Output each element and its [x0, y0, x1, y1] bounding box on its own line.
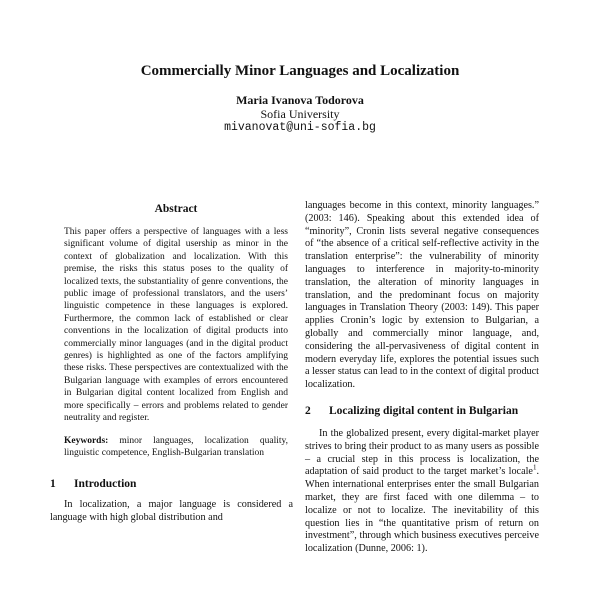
section-2-heading: [305, 404, 539, 418]
intro-paragraph: In localization, a major language is considered a language with high global distribution and: [50, 499, 293, 524]
author-affiliation: Sofia University: [260, 107, 340, 121]
section-2-text-a: In the globalized present, every digital-market player strives to bring their product to as many users as possible – a crucial step in this process is localization, the adaptation of said product to the target market’s locale: [305, 427, 539, 478]
author-name: Maria Ivanova Todorova: [236, 93, 364, 107]
author-email: mivanovat@uni-sofia.bg: [224, 121, 376, 134]
paper-title: Commercially Minor Languages and Localization: [140, 63, 460, 79]
left-column: [50, 200, 293, 525]
section-2-title: Localizing digital content in Bulgarian: [329, 404, 519, 417]
continued-paragraph: languages become in this context, minority languages.” (2003: 146). Speaking about this extended idea of “minority”, Cronin lists several negative consequences of “the absence of a critical self-reflective activity in the translation enterprise”: the vulnerability of minority languages to interference in majority-to-minority translation, the alteration of minority languages in translation, and the predominant focus on majority languages in Translation Theory (2003: 149). This paper applies Cronin’s logic by extension to Bulgarian, a globally and commercially minor language, and, considering the all-pervasiveness of digital content in modern everyday life, explores the potential issues such a lesser status can lead to in the context of digital product localization.: [305, 200, 539, 391]
section-2-paragraph: [305, 428, 539, 556]
keywords-text: minor languages, localization quality, linguistic competence, English-Bulgarian translation: [64, 435, 288, 458]
keywords-label: Keywords:: [64, 435, 109, 446]
section-2-text-b: . When international enterprises enter the small Bulgarian market, they are first faced with one dilemma – to localize or not to localize. The inevitability of this question lies in “the quantitative prism of return on investment”, through which business executives perceive localization (Dunne, 2006: 1).: [305, 466, 539, 555]
section-1-number: 1: [50, 478, 56, 491]
abstract-text: This paper offers a perspective of languages with a less significant volume of digital usership as minor in the context of globalization and localization. With this premise, the risks this status poses to the quality of localized texts, the substantiality of genre conventions, the public image of professional translators, and the users’ linguistic competence in these languages is explored. Furthermore, the common lack of established or clear conventions in the localization of digital products into commercially minor languages (and in the digital product genres) is highlighted as one of the factors amplifying these risks. These perspectives are contextualized with the Bulgarian language with examples of errors encountered in Bulgarian digital content localized from English and more specifically – errors and problems related to gender neutrality and register.: [64, 227, 288, 424]
right-column: [305, 200, 539, 556]
section-1-title: Introduction: [74, 478, 137, 491]
abstract-heading: Abstract: [154, 203, 198, 215]
footnote-marker: 1: [532, 463, 537, 472]
section-1-heading: [50, 477, 292, 491]
section-2-number: 2: [305, 404, 311, 417]
keywords: [60, 435, 292, 460]
